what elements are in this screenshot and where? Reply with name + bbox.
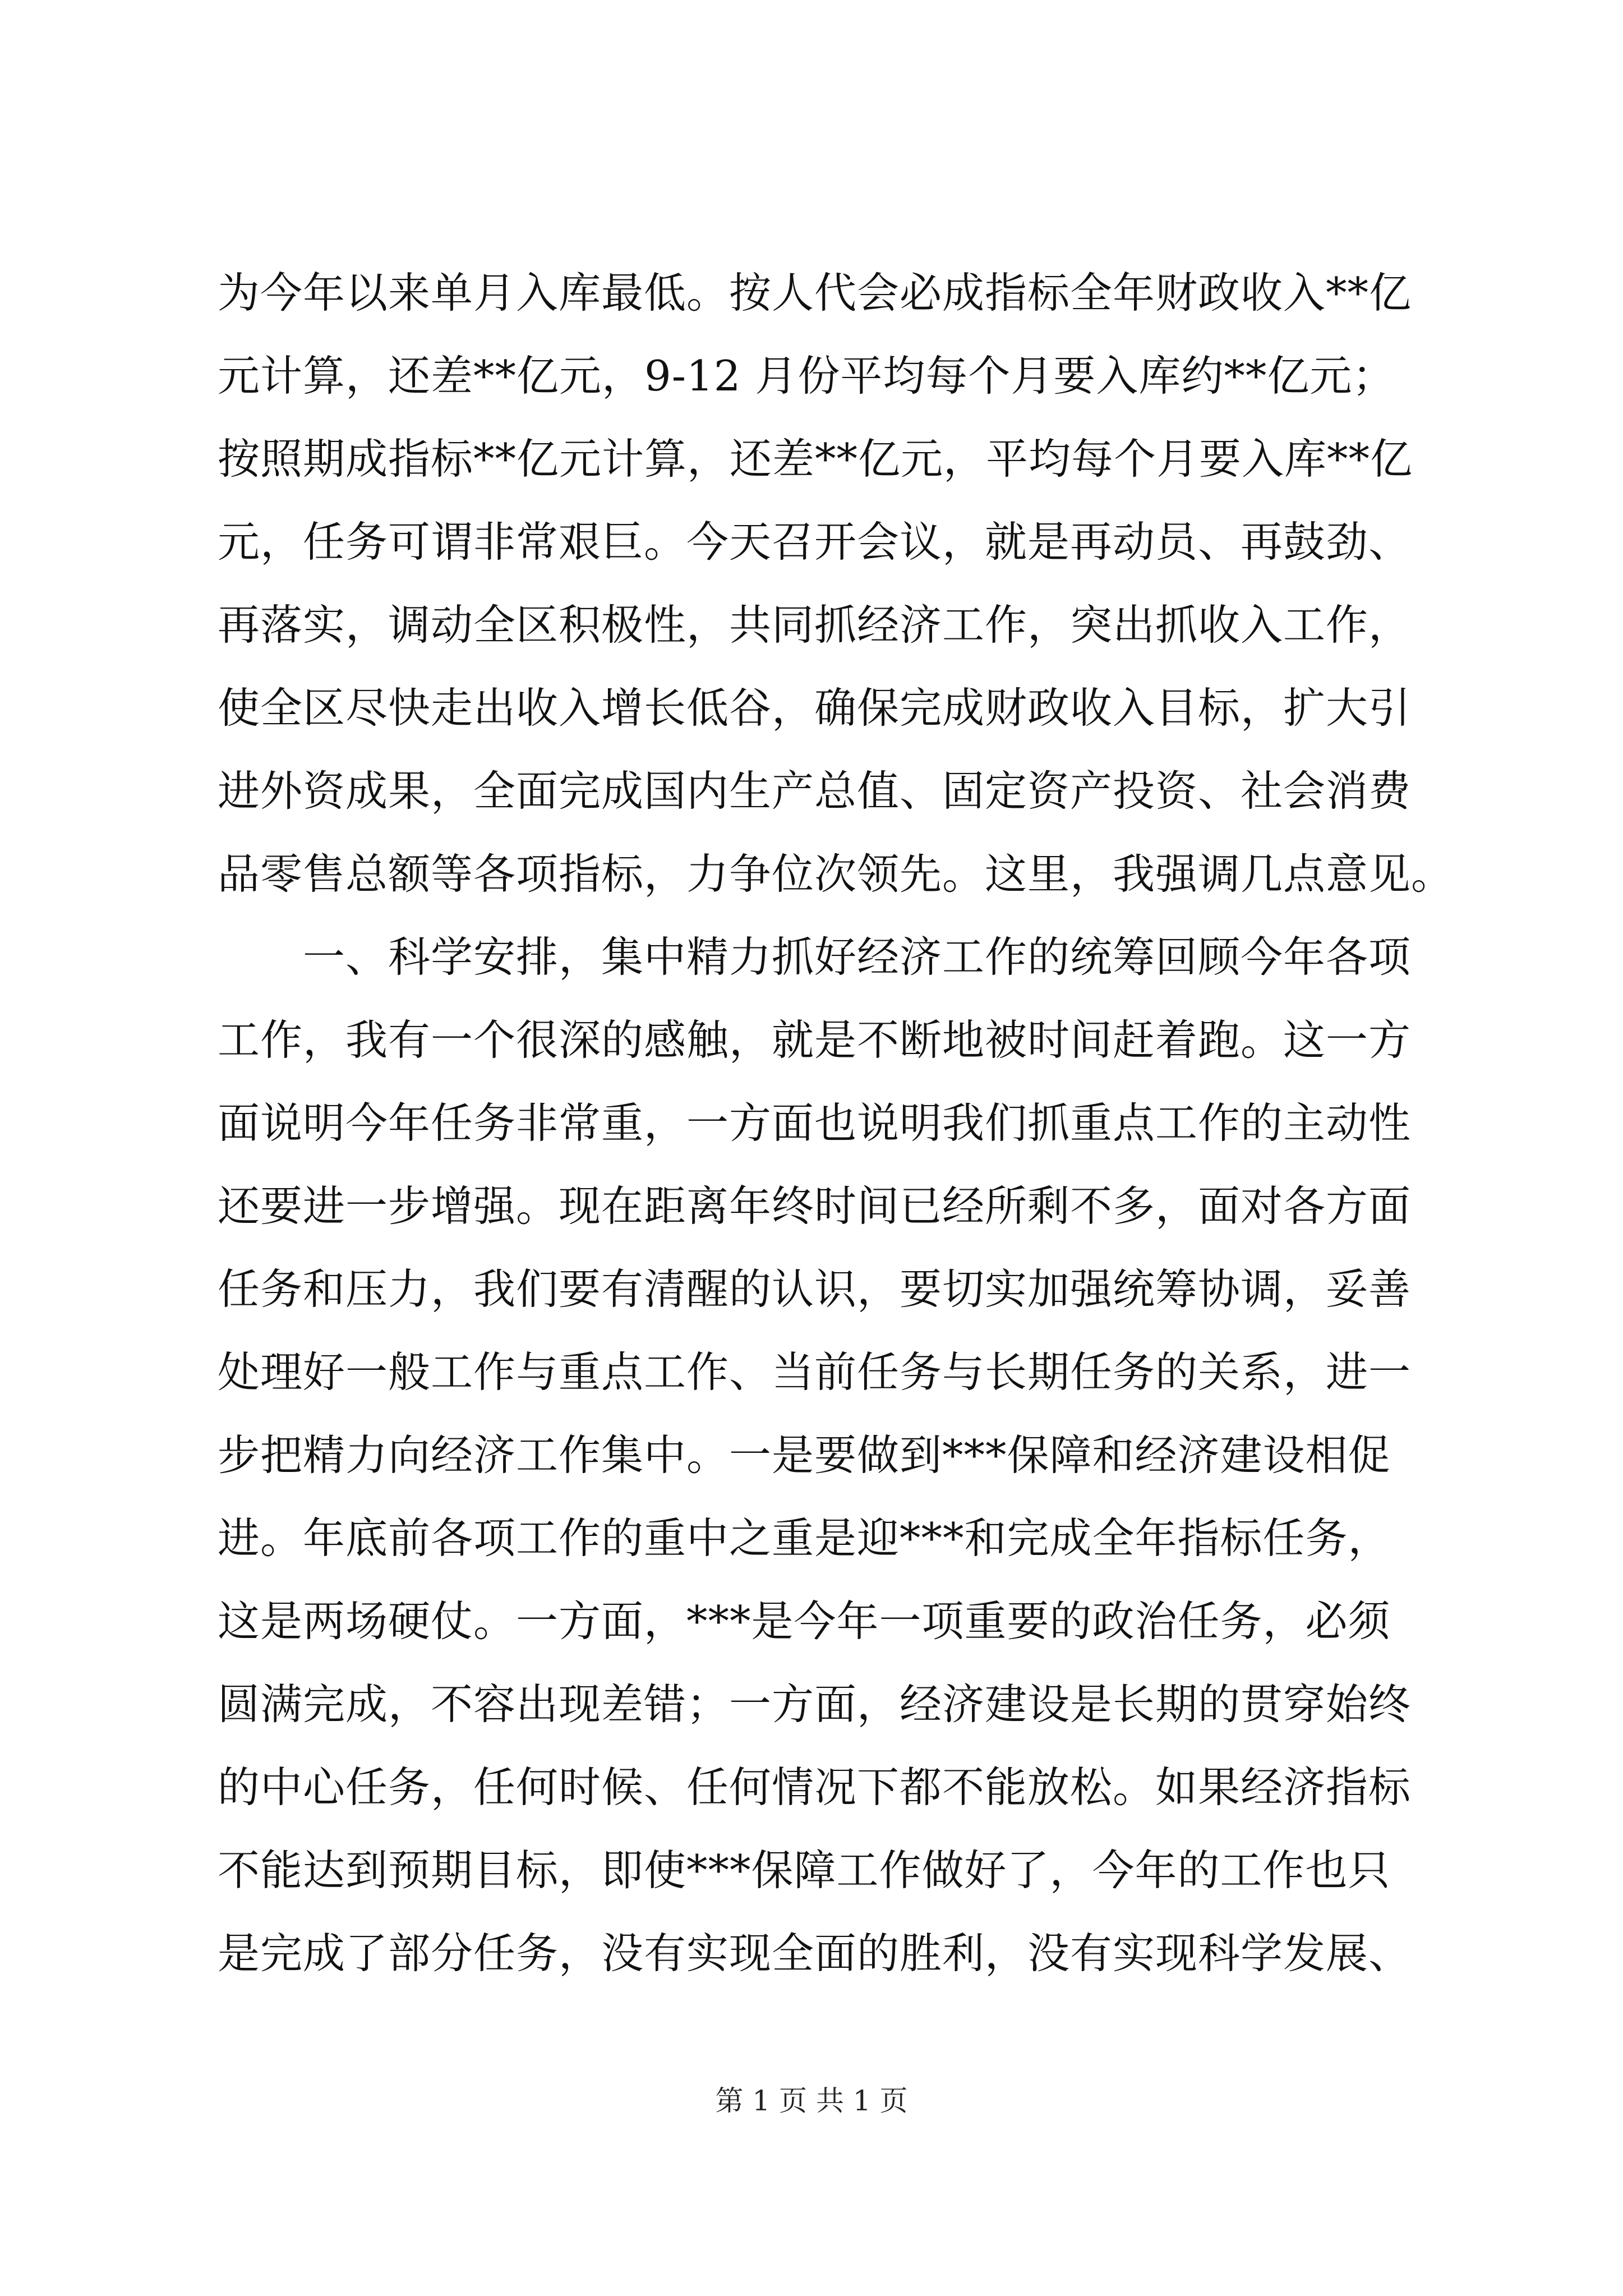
text-line: 元计算，还差**亿元，9-12 月份平均每个月要入库约**亿元；: [218, 351, 1395, 401]
text-line: 的中心任务，任何时候、任何情况下都不能放松。如果经济指标: [218, 1763, 1412, 1812]
text-line: 工作，我有一个很深的感触，就是不断地被时间赶着跑。这一方: [218, 1015, 1412, 1065]
text-line: 不能达到预期目标，即使***保障工作做好了，今年的工作也只: [218, 1846, 1391, 1895]
text-line: 圆满完成，不容出现差错；一方面，经济建设是长期的贯穿始终: [218, 1680, 1412, 1729]
text-line: 处理好一般工作与重点工作、当前任务与长期任务的关系，进一: [218, 1347, 1412, 1397]
text-line: 面说明今年任务非常重，一方面也说明我们抓重点工作的主动性: [218, 1098, 1412, 1148]
document-body: [218, 251, 1454, 1995]
text-line: 再落实，调动全区积极性，共同抓经济工作，突出抓收入工作，: [218, 600, 1412, 650]
section-heading-line: 一、科学安排，集中精力抓好经济工作的统筹回顾今年各项: [218, 932, 1412, 982]
text-line: 进。年底前各项工作的重中之重是迎***和完成全年指标任务，: [218, 1513, 1391, 1563]
text-line: 元，任务可谓非常艰巨。今天召开会议，就是再动员、再鼓劲、: [218, 517, 1412, 567]
text-line: 按照期成指标**亿元计算，还差**亿元，平均每个月要入库**亿: [218, 434, 1413, 484]
text-line: 使全区尽快走出收入增长低谷，确保完成财政收入目标，扩大引: [218, 683, 1412, 733]
text-line: 是完成了部分任务，没有实现全面的胜利，没有实现科学发展、: [218, 1929, 1412, 1978]
text-line: 步把精力向经济工作集中。一是要做到***保障和经济建设相促: [218, 1430, 1391, 1480]
text-line: 还要进一步增强。现在距离年终时间已经所剩不多，面对各方面: [218, 1181, 1412, 1231]
text-line: 这是两场硬仗。一方面，***是今年一项重要的政治任务，必须: [218, 1596, 1391, 1646]
page-footer: 第 1 页 共 1 页: [715, 2085, 908, 2117]
text-line: 进外资成果，全面完成国内生产总值、固定资产投资、社会消费: [218, 766, 1412, 816]
text-line: 任务和压力，我们要有清醒的认识，要切实加强统筹协调，妥善: [218, 1264, 1412, 1314]
text-line: 品零售总额等各项指标，力争位次领先。这里，我强调几点意见。: [218, 849, 1454, 899]
text-line: 为今年以来单月入库最低。按人代会必成指标全年财政收入**亿: [218, 268, 1412, 318]
